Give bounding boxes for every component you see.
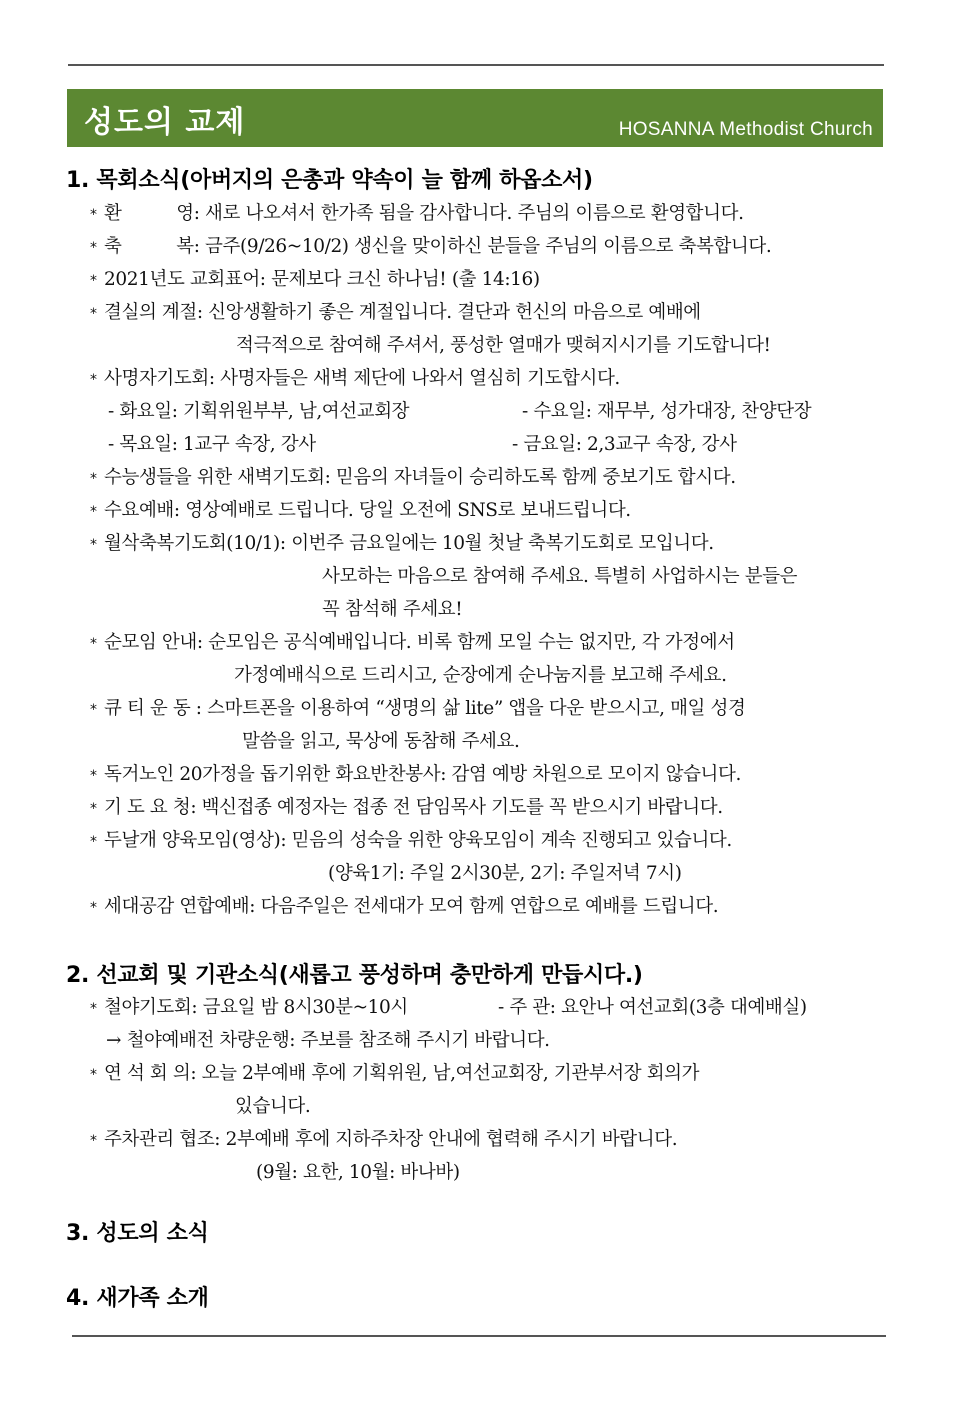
notice-line: * 철야기도회: 금요일 밤 8시30분~10시 bbox=[90, 996, 408, 1021]
notice-line: * 결실의 계절: 신앙생활하기 좋은 계절입니다. 결단과 헌신의 마음으로 예배에 bbox=[90, 301, 701, 326]
asterisk-bullet-icon: * bbox=[90, 372, 97, 388]
asterisk-bullet-icon: * bbox=[90, 768, 97, 784]
notice-line-continued: 적극적으로 참여해 주셔서, 풍성한 열매가 맺혀지시기를 기도합니다! bbox=[236, 335, 771, 356]
notice-line: * 축 복: 금주(9/26~10/2) 생신을 맞이하신 분들을 주님의 이름으로 축복합니다. bbox=[90, 235, 771, 260]
notice-line-continued: (9월: 요한, 10월: 바나바) bbox=[256, 1162, 460, 1183]
notice-line-continued: (양육1기: 주일 2시30분, 2기: 주일저녁 7시) bbox=[328, 863, 682, 884]
notice-line-continued: 말씀을 읽고, 묵상에 동참해 주세요. bbox=[242, 731, 520, 752]
asterisk-bullet-icon: * bbox=[90, 1133, 97, 1149]
asterisk-bullet-icon: * bbox=[90, 900, 97, 916]
asterisk-bullet-icon: * bbox=[90, 801, 97, 817]
asterisk-bullet-icon: * bbox=[90, 471, 97, 487]
notice-line: * 큐 티 운 동 : 스마트폰을 이용하여 “생명의 삶 lite” 앱을 다운 받으시고, 매일 성경 bbox=[90, 697, 745, 722]
asterisk-bullet-icon: * bbox=[90, 207, 97, 223]
notice-line: * 환 영: 새로 나오셔서 한가족 됨을 감사합니다. 주님의 이름으로 환영합니다. bbox=[90, 202, 744, 227]
notice-line-arrow: → 철야예배전 차량운행: 주보를 참조해 주시기 바랍니다. bbox=[106, 1030, 550, 1051]
notice-line: * 기 도 요 청: 백신접종 예정자는 접종 전 담임목사 기도를 꼭 받으시기 바랍니다. bbox=[90, 796, 723, 821]
asterisk-bullet-icon: * bbox=[90, 240, 97, 256]
notice-line: * 두날개 양육모임(영상): 믿음의 성숙을 위한 양육모임이 계속 진행되고 있습니다. bbox=[90, 829, 732, 854]
schedule-item: - 목요일: 1교구 속장, 강사 bbox=[108, 434, 316, 455]
notice-line: * 수능생들을 위한 새벽기도회: 믿음의 자녀들이 승리하도록 함께 중보기도 합시다. bbox=[90, 466, 736, 491]
asterisk-bullet-icon: * bbox=[90, 834, 97, 850]
schedule-item: - 화요일: 기획위원부부, 남,여선교회장 bbox=[108, 401, 410, 422]
notice-line-continued: 있습니다. bbox=[235, 1096, 311, 1117]
section-heading-4: 4. 새가족 소개 bbox=[66, 1286, 209, 1311]
asterisk-bullet-icon: * bbox=[90, 1067, 97, 1083]
notice-line: * 사명자기도회: 사명자들은 새벽 제단에 나와서 열심히 기도합시다. bbox=[90, 367, 620, 392]
notice-line: * 독거노인 20가정을 돕기위한 화요반찬봉사: 감염 예방 차원으로 모이지 않습니다. bbox=[90, 763, 741, 788]
page-banner bbox=[67, 89, 883, 147]
asterisk-bullet-icon: * bbox=[90, 537, 97, 553]
bottom-divider bbox=[72, 1335, 886, 1337]
section-heading-3: 3. 성도의 소식 bbox=[66, 1221, 209, 1246]
asterisk-bullet-icon: * bbox=[90, 306, 97, 322]
notice-line-continued: 꼭 참석해 주세요! bbox=[322, 599, 463, 620]
banner-subtitle-rest: Methodist Church bbox=[713, 119, 873, 140]
notice-line: * 세대공감 연합예배: 다음주일은 전세대가 모여 함께 연합으로 예배를 드립니다. bbox=[90, 895, 718, 920]
section-heading-1: 1. 목회소식(아버지의 은총과 약속이 늘 함께 하옵소서) bbox=[66, 168, 593, 193]
banner-title: 성도의 교제 bbox=[84, 105, 246, 140]
banner-subtitle bbox=[619, 119, 873, 141]
asterisk-bullet-icon: * bbox=[90, 1001, 97, 1017]
schedule-item: - 금요일: 2,3교구 속장, 강사 bbox=[512, 434, 737, 455]
notice-line-continued: 가정예배식으로 드리시고, 순장에게 순나눔지를 보고해 주세요. bbox=[234, 665, 727, 686]
schedule-item: - 수요일: 재무부, 성가대장, 찬양단장 bbox=[522, 401, 812, 422]
notice-line: * 연 석 회 의: 오늘 2부예배 후에 기획위원, 남,여선교회장, 기관부서장 회의가 bbox=[90, 1062, 699, 1087]
notice-line-continued: 사모하는 마음으로 참여해 주세요. 특별히 사업하시는 분들은 bbox=[322, 566, 798, 587]
asterisk-bullet-icon: * bbox=[90, 702, 97, 718]
notice-line: * 2021년도 교회표어: 문제보다 크신 하나님! (출 14:16) bbox=[90, 268, 540, 293]
host-info: - 주 관: 요안나 여선교회(3층 대예배실) bbox=[498, 997, 807, 1018]
asterisk-bullet-icon: * bbox=[90, 273, 97, 289]
asterisk-bullet-icon: * bbox=[90, 504, 97, 520]
notice-line: * 월삭축복기도회(10/1): 이번주 금요일에는 10월 첫날 축복기도회로 모입니다. bbox=[90, 532, 714, 557]
notice-line: * 순모임 안내: 순모임은 공식예배입니다. 비록 함께 모일 수는 없지만, 각 가정에서 bbox=[90, 631, 735, 656]
asterisk-bullet-icon: * bbox=[90, 636, 97, 652]
section-heading-2: 2. 선교회 및 기관소식(새롭고 풍성하며 충만하게 만듭시다.) bbox=[66, 963, 643, 988]
notice-line: * 수요예배: 영상예배로 드립니다. 당일 오전에 SNS로 보내드립니다. bbox=[90, 499, 631, 524]
notice-line: * 주차관리 협조: 2부예배 후에 지하주차장 안내에 협력해 주시기 바랍니다. bbox=[90, 1128, 677, 1153]
top-divider bbox=[68, 64, 884, 66]
banner-subtitle-church: HOSANNA bbox=[618, 119, 714, 140]
